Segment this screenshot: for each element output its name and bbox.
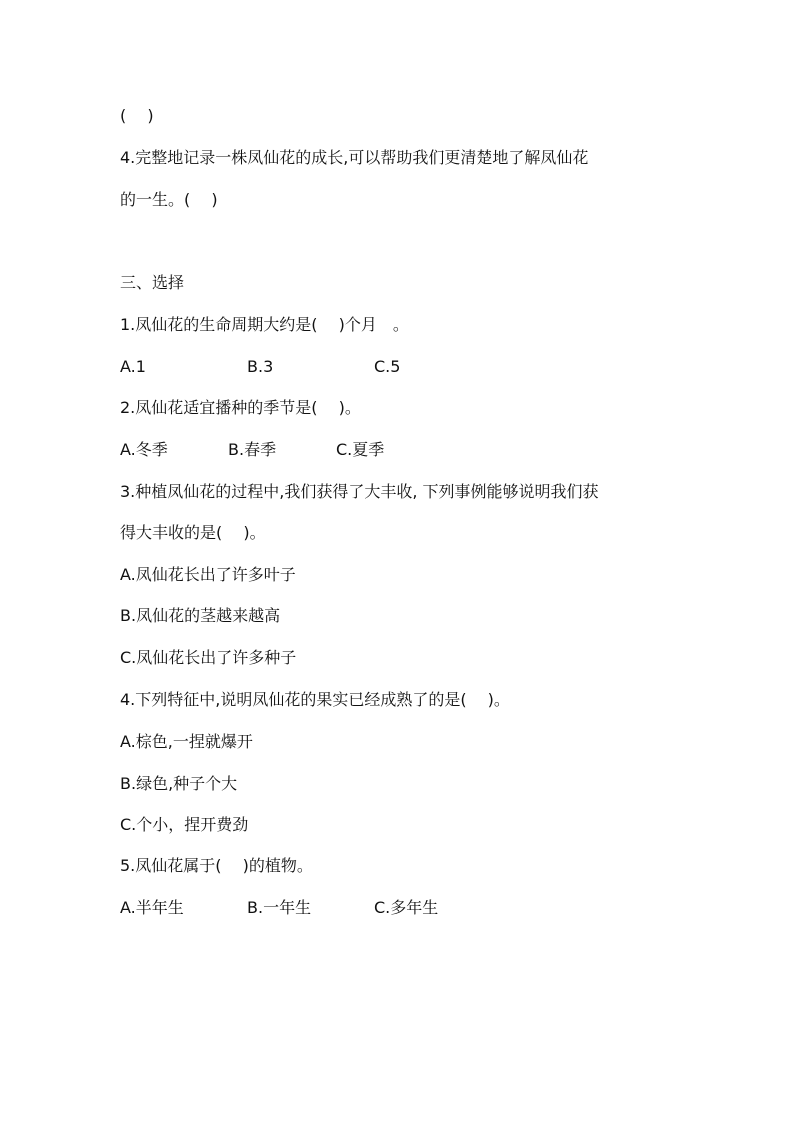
section-title: 三、选择 — [120, 273, 185, 292]
choice-q3-option-b: B.凤仙花的茎越来越高 — [120, 606, 281, 625]
choice-q5-option-b: B.一年生 — [247, 898, 312, 917]
choice-q4-option-a: A.棕色,一捏就爆开 — [120, 732, 253, 751]
choice-q4-option-c: C.个小，捏开费劲 — [120, 815, 249, 834]
choice-q3-stem-line2: 得大丰收的是( )。 — [120, 523, 266, 542]
choice-q5-option-a: A.半年生 — [120, 898, 184, 917]
judge-q3-answer-blank: ( ) — [120, 106, 154, 125]
choice-q5-stem: 5.凤仙花属于( )的植物。 — [120, 856, 313, 875]
choice-q3-stem-line1: 3.种植凤仙花的过程中,我们获得了大丰收, 下列事例能够说明我们获 — [120, 482, 599, 501]
choice-q1-stem: 1.凤仙花的生命周期大约是( )个月 。 — [120, 315, 409, 334]
choice-q2-option-c: C.夏季 — [336, 440, 385, 459]
judge-q4-line1: 4.完整地记录一株凤仙花的成长,可以帮助我们更清楚地了解凤仙花 — [120, 148, 589, 167]
choice-q5-option-c: C.多年生 — [374, 898, 439, 917]
choice-q3-option-a: A.凤仙花长出了许多叶子 — [120, 565, 296, 584]
choice-q1-option-a: A.1 — [120, 357, 146, 376]
choice-q4-option-b: B.绿色,种子个大 — [120, 774, 238, 793]
choice-q3-option-c: C.凤仙花长出了许多种子 — [120, 648, 297, 667]
choice-q4-stem: 4.下列特征中,说明凤仙花的果实已经成熟了的是( )。 — [120, 690, 510, 709]
choice-q2-stem: 2.凤仙花适宜播种的季节是( )。 — [120, 398, 361, 417]
choice-q2-option-a: A.冬季 — [120, 440, 168, 459]
judge-q4-line2: 的一生。( ) — [120, 190, 218, 209]
choice-q1-option-b: B.3 — [247, 357, 274, 376]
choice-q2-option-b: B.春季 — [228, 440, 277, 459]
choice-q1-option-c: C.5 — [374, 357, 401, 376]
